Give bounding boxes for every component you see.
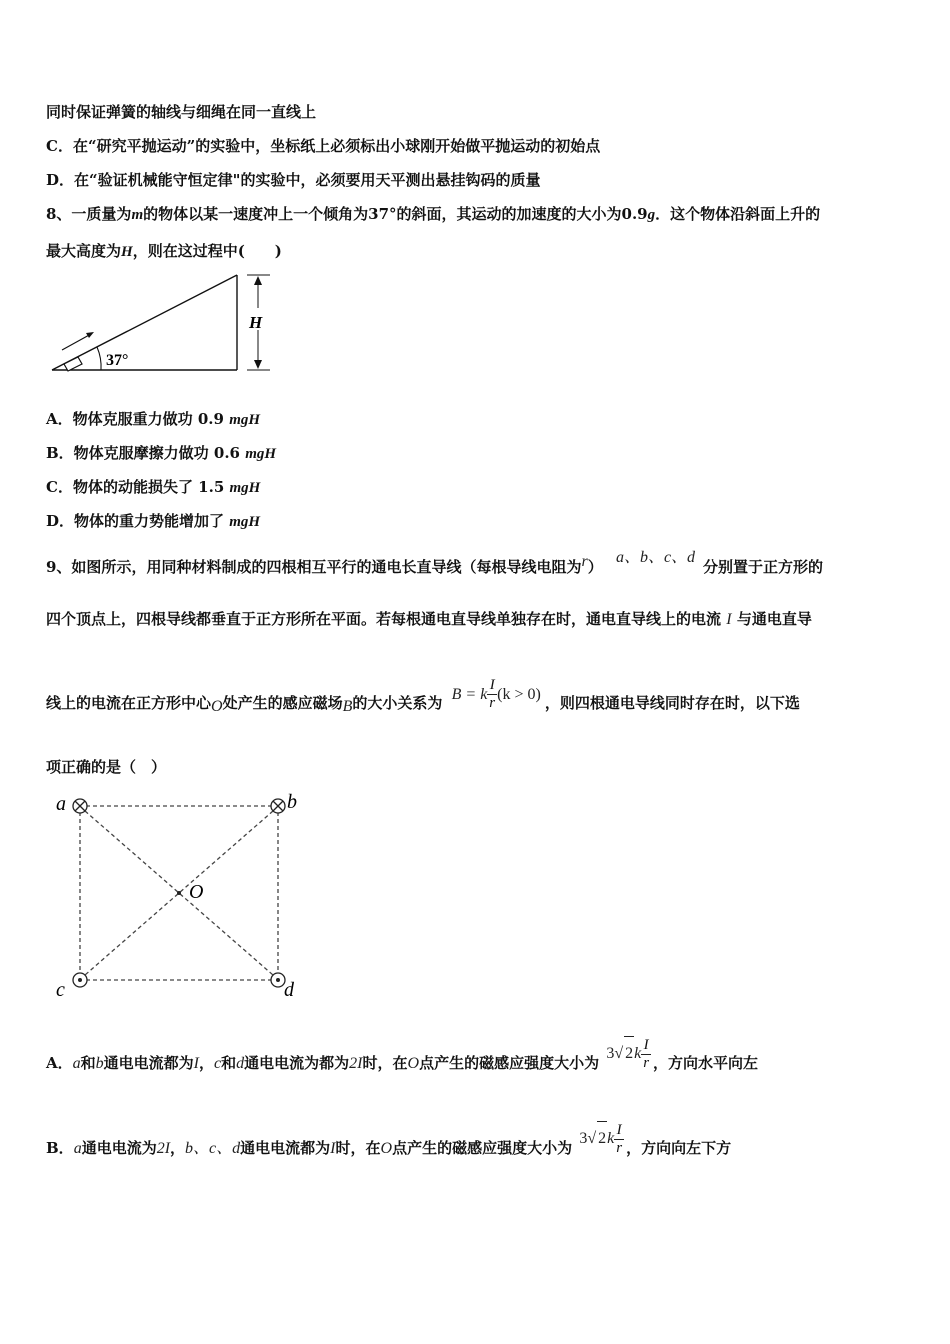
height-label: H [249,313,263,332]
q9-stem-line2: 四个顶点上，四根导线都垂直于正方形所在平面。若每根通电直导线单独存在时，通电直导线上的电流 I 与通电直导 [46,610,812,628]
wire-a-into-icon [73,799,87,813]
formula-b: 3√ 2k $\frac{I}{r}$ [579,1121,623,1156]
q8-option-b: B．物体克服摩擦力做功 0.6 mgH [46,444,277,462]
q8-option-d: D．物体的重力势能增加了 mgH [46,512,261,530]
q9-option-a: A．a和b通电电流都为I，c和d通电电流为都为2I时，在O点产生的磁感应强度大小为 3√ 2k $\frac{I}{r}$ ，方向水平向左 [46,1036,759,1072]
q8-option-a: A．物体克服重力做功 0.9 mgH [46,410,261,428]
angle-arc [97,347,101,370]
q8-stem-line2: 最大高度为H，则在这过程中( ) [46,242,282,260]
q9-stem-line1: 9、如图所示，用同种材料制成的四根相互平行的通电长直导线（每根导线电阻为r） a、b、c、d分别置于正方形的 [46,549,824,576]
incline-slope [52,275,237,370]
q9-stem-line3: 线上的电流在正方形中心O处产生的感应磁场B的大小关系为 B = k $\frac{I}{r}$ (k > 0) ，则四根通电导线同时存在时，以下选 [46,683,800,725]
q8-stem-line1: 8、一质量为m的物体以某一速度冲上一个倾角为37°的斜面，其运动的加速度的大小为0.9g．这个物体沿斜面上升的 [46,205,821,223]
formula-b-kir: B = k $\frac{I}{r}$ (k > 0) [451,677,541,711]
label-d: d [284,979,294,1001]
block-on-incline [64,357,82,371]
label-b: b [287,791,297,813]
option-d-prev: D．在“验证机械能守恒定律"的实验中，必须要用天平测出悬挂钩码的质量 [46,171,541,189]
angle-label: 37° [106,352,129,369]
q8-option-c: C．物体的动能损失了 1.5 mgH [46,478,261,496]
center-point [177,891,181,895]
velocity-arrow [62,334,91,350]
arrow-head-icon [86,332,94,338]
square-wires-figure [50,788,310,1003]
text-line: 同时保证弹簧的轴线与细绳在同一直线上 [46,103,317,121]
incline-figure [44,268,284,378]
option-c-prev: C．在“研究平抛运动”的实验中，坐标纸上必须标出小球刚开始做平抛运动的初始点 [46,137,601,155]
formula-a: 3√ 2k $\frac{I}{r}$ [606,1036,650,1071]
label-a: a [56,793,66,815]
q9-option-b: B．a通电电流为2I，b、c、d通电电流都为I时，在O点产生的磁感应强度大小为 3√ 2k $\frac{I}{r}$ ，方向向左下方 [46,1121,732,1157]
label-c: c [56,979,65,1001]
label-o: O [189,881,204,903]
q9-stem-line4: 项正确的是（ ） [46,758,167,776]
wire-c-out-icon [73,973,87,987]
arrow-down-icon [254,360,262,369]
wire-d-out-icon [271,973,285,987]
arrow-up-icon [254,276,262,285]
wire-b-into-icon [271,799,285,813]
